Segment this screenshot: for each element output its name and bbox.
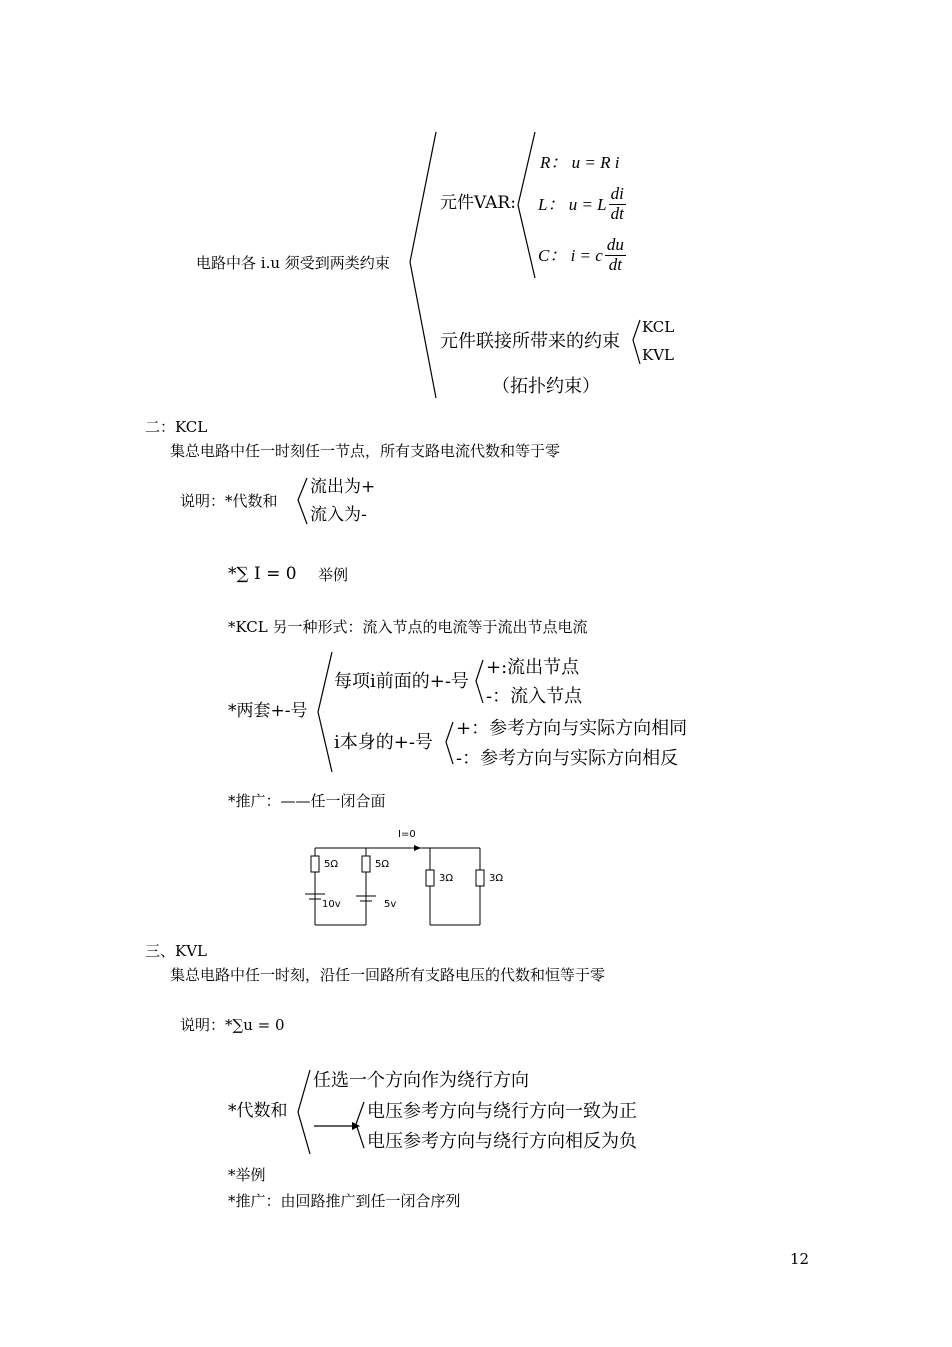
front-sign: 每项i前面的+-号 bbox=[334, 671, 469, 692]
self-sign: i本身的+-号 bbox=[334, 732, 433, 753]
front-minus: -：流入节点 bbox=[486, 686, 583, 707]
resistor-3-label: 3Ω bbox=[439, 873, 454, 884]
kvl-algebraic: *代数和 bbox=[228, 1101, 288, 1121]
l-equation bbox=[538, 185, 626, 223]
kcl-generalize: *推广：——任一闭合面 bbox=[228, 792, 386, 810]
kvl-label: KVL bbox=[642, 346, 674, 364]
in-minus: 流入为- bbox=[310, 505, 367, 525]
l-fraction bbox=[609, 185, 626, 223]
source-2-label: 5v bbox=[384, 899, 397, 910]
kvl-heading: 三、KVL bbox=[145, 942, 207, 960]
source-1-label: 10v bbox=[322, 899, 341, 910]
kvl-example: *举例 bbox=[228, 1166, 266, 1184]
connection-label: 元件联接所带来的约束 bbox=[440, 331, 620, 352]
circuit-current: I=0 bbox=[398, 829, 416, 840]
opposite-negative: 电压参考方向与绕行方向相反为负 bbox=[367, 1131, 637, 1152]
two-sets: *两套+-号 bbox=[228, 701, 308, 721]
kcl-note-label: 说明：*代数和 bbox=[180, 492, 278, 510]
same-positive: 电压参考方向与绕行方向一致为正 bbox=[367, 1101, 637, 1122]
front-plus: +:流出节点 bbox=[486, 657, 580, 678]
c-denominator: dt bbox=[608, 254, 622, 274]
c-prefix: C： i = c bbox=[538, 245, 603, 265]
resistor-2-label: 5Ω bbox=[375, 859, 390, 870]
var-label: 元件VAR: bbox=[440, 193, 516, 213]
kvl-definition: 集总电路中任一时刻，沿任一回路所有支路电压的代数和恒等于零 bbox=[170, 966, 606, 984]
choose-direction: 任选一个方向作为绕行方向 bbox=[313, 1070, 529, 1091]
c-equation bbox=[538, 236, 626, 274]
r-equation: R： u = R i bbox=[540, 153, 620, 172]
l-denominator: dt bbox=[610, 203, 624, 223]
kvl-note-sum: 说明：*∑u = 0 bbox=[180, 1016, 285, 1034]
kcl-heading: 二：KCL bbox=[145, 418, 208, 436]
kcl-sum-equation: *∑ I = 0 bbox=[228, 564, 297, 584]
topology-label: （拓扑约束） bbox=[492, 376, 600, 397]
page-number: 12 bbox=[790, 1250, 810, 1268]
kcl-alt-form: *KCL 另一种形式：流入节点的电流等于流出节点电流 bbox=[228, 618, 588, 636]
kvl-generalize: *推广：由回路推广到任一闭合序列 bbox=[228, 1192, 461, 1210]
kcl-example: 举例 bbox=[318, 566, 349, 584]
out-plus: 流出为+ bbox=[310, 477, 376, 497]
resistor-1-label: 5Ω bbox=[324, 859, 339, 870]
kcl-definition: 集总电路中任一时刻任一节点，所有支路电流代数和等于零 bbox=[170, 442, 561, 460]
resistor-4-label: 3Ω bbox=[489, 873, 504, 884]
c-numerator: du bbox=[606, 235, 624, 254]
kcl-label: KCL bbox=[642, 318, 675, 336]
l-prefix: L： u = L bbox=[538, 194, 607, 214]
self-plus: +：参考方向与实际方向相同 bbox=[456, 718, 688, 739]
self-minus: -：参考方向与实际方向相反 bbox=[456, 748, 679, 769]
l-numerator: di bbox=[610, 184, 624, 203]
constraints-main-label: 电路中各 i.u 须受到两类约束 bbox=[196, 254, 390, 272]
c-fraction bbox=[605, 236, 626, 274]
